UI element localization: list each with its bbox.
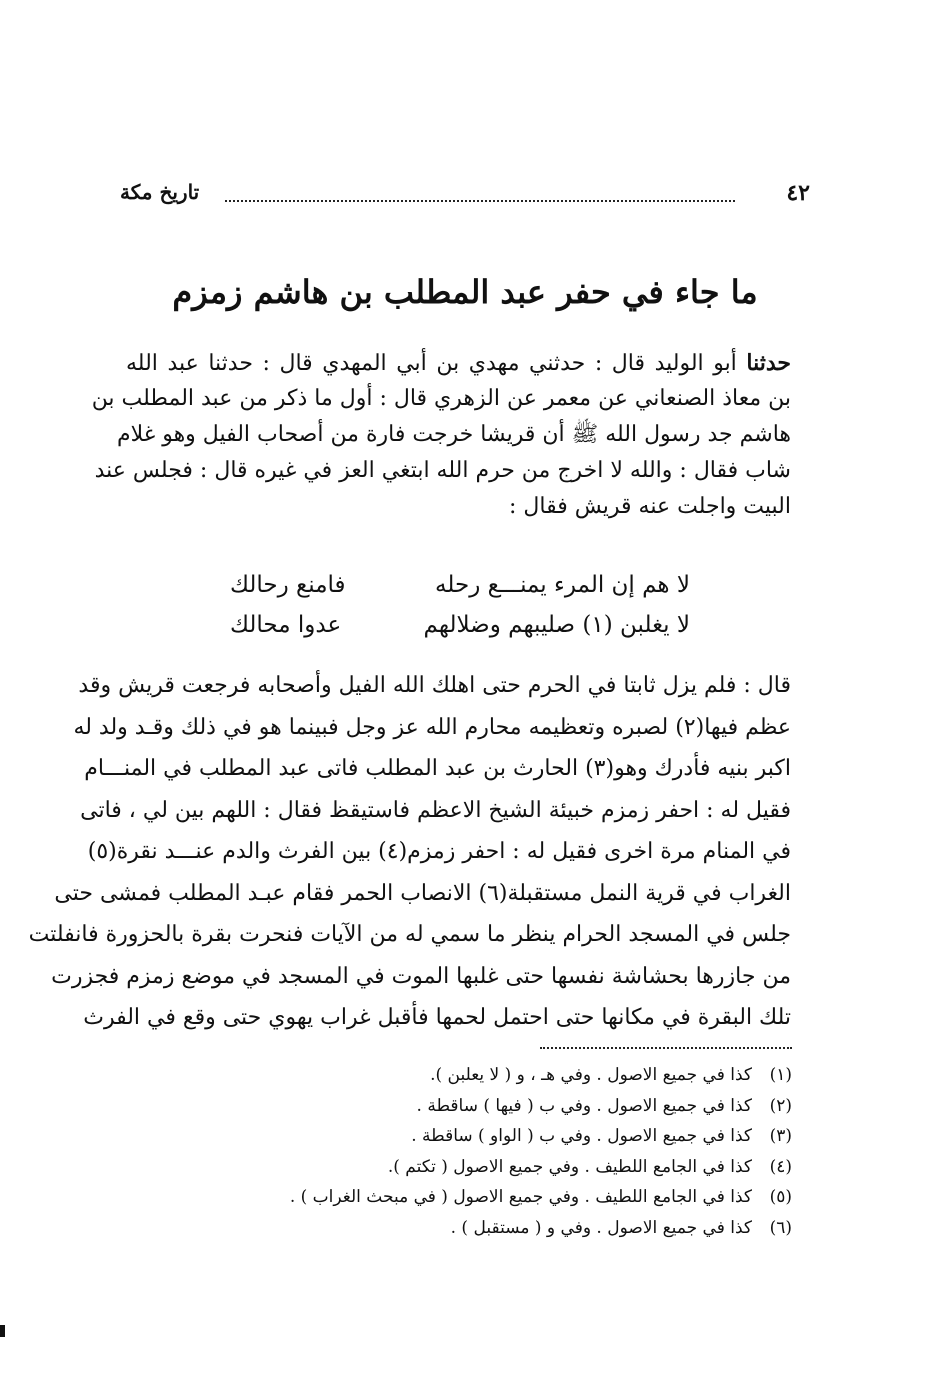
paragraph-line: فقيل له : احفر زمزم خبيئة الشيخ الاعظم فاستيقظ فقال : اللهم بين لي ، فاتى xyxy=(80,797,791,823)
paragraph-1 xyxy=(91,345,791,525)
chapter-title: ما جاء في حفر عبد المطلب بن هاشم زمزم xyxy=(172,273,758,311)
footnote xyxy=(380,1060,792,1091)
footnote-number: (٤) xyxy=(769,1156,792,1177)
paragraph-line: في المنام مرة اخرى فقيل له : احفر زمزم(٤) بين الفرث والدم عنـــد نقرة(٥) xyxy=(87,839,791,864)
page-number: ٤٢ xyxy=(786,180,810,206)
verse-first-hemistich: لا هم إن المرء يمنـــع رحله xyxy=(435,572,690,598)
footnote-separator xyxy=(540,1047,792,1049)
footnote-number: (٦) xyxy=(769,1217,792,1238)
line-text: أبو الوليد قال : حدثني مهدي بن أبي المهدي قال : حدثنا عبد الله xyxy=(126,351,737,376)
verse-second-hemistich: فامنع رحالك xyxy=(230,572,346,598)
paragraph-line: قال : فلم يزل ثابتا في الحرم حتى اهلك الله الفيل وأصحابه فرجعت قريش وقد xyxy=(78,673,791,698)
paragraph-line: هاشم جد رسول الله ﷺ أن قريشا خرجت فارة من أصحاب الفيل وهو غلام xyxy=(116,422,791,447)
verse-second-hemistich: عدوا محالك xyxy=(230,612,342,638)
paragraph-line: شاب فقال : والله لا اخرج من حرم الله ابتغي العز في غيره قال : فجلس عند xyxy=(94,458,791,483)
paragraph-line: الغراب في قرية النمل مستقبلة(٦) الانصاب الحمر فقام عبـد المطلب فمشى حتى xyxy=(54,880,791,906)
footnotes xyxy=(289,1060,792,1243)
footnote xyxy=(289,1182,792,1213)
paragraph-line xyxy=(126,345,791,381)
footnote-text: كذا في جميع الاصول . وفي ب ( فيها ) ساقطة . xyxy=(416,1095,752,1116)
footnote-number: (٢) xyxy=(769,1095,792,1116)
footnote-text: كذا في جميع الاصول . وفي هـ ، و ( لا يعلبن ). xyxy=(430,1065,752,1085)
footnote-text: كذا في الجامع اللطيف . وفي جميع الاصول ( في مبحث الغراب ) . xyxy=(289,1187,752,1207)
page-header xyxy=(120,180,810,220)
paragraph-2 xyxy=(28,665,791,1039)
paragraph-line: عظم فيها(٢) لصبره وتعظيمه محارم الله عز وجل فبينما هو في ذلك وقـد ولد له xyxy=(73,714,791,740)
footnote-text: كذا في جميع الاصول . وفي ب ( الواو ) ساقطة . xyxy=(411,1126,752,1146)
footnote xyxy=(380,1091,792,1122)
footnote-number: (٣) xyxy=(769,1126,792,1146)
paragraph-line: البيت واجلت عنه قريش فقال : xyxy=(508,494,791,519)
opening-word: حدثنا xyxy=(746,350,791,376)
paragraph-line: من جازرها بحشاشة نفسها حتى غلبها الموت في المسجد في موضع زمزم فجزرت xyxy=(51,963,791,989)
paragraph-line: اكبر بنيه فأدرك وهو(٣) الحارث بن عبد المطلب فاتى عبد المطلب في المنـــام xyxy=(84,756,791,781)
footnote xyxy=(380,1121,792,1152)
footnote-number: (١) xyxy=(769,1065,792,1085)
footnote-number: (٥) xyxy=(769,1187,792,1207)
running-title: تاريخ مكة xyxy=(120,180,200,204)
footnote-text: كذا في جميع الاصول . وفي و ( مستقبل ) . xyxy=(450,1217,752,1238)
footnote xyxy=(380,1213,792,1244)
paragraph-line: جلس في المسجد الحرام ينظر ما سمي له من الآيات فنحرت بقرة بالحزورة فانفلتت xyxy=(28,922,791,947)
poem-verse xyxy=(230,565,690,605)
footnote-text: كذا في الجامع اللطيف . وفي جميع الاصول ( تكتم ). xyxy=(387,1156,752,1177)
scan-edge-mark xyxy=(0,1325,5,1337)
verse-first-hemistich: لا يغلبن (١) صليبهم وضلالهم xyxy=(423,612,690,638)
poem-verse xyxy=(230,605,690,645)
paragraph-line: بن معاذ الصنعاني عن معمر عن الزهري قال : أول ما ذكر من عبد المطلب بن xyxy=(91,386,791,411)
poem xyxy=(230,565,690,645)
paragraph-line: تلك البقرة في مكانها حتى احتمل لحمها فأقبل غراب يهوي حتى وقع في الفرث xyxy=(83,1005,791,1030)
header-dotted-rule xyxy=(225,200,735,202)
footnote xyxy=(380,1152,792,1183)
